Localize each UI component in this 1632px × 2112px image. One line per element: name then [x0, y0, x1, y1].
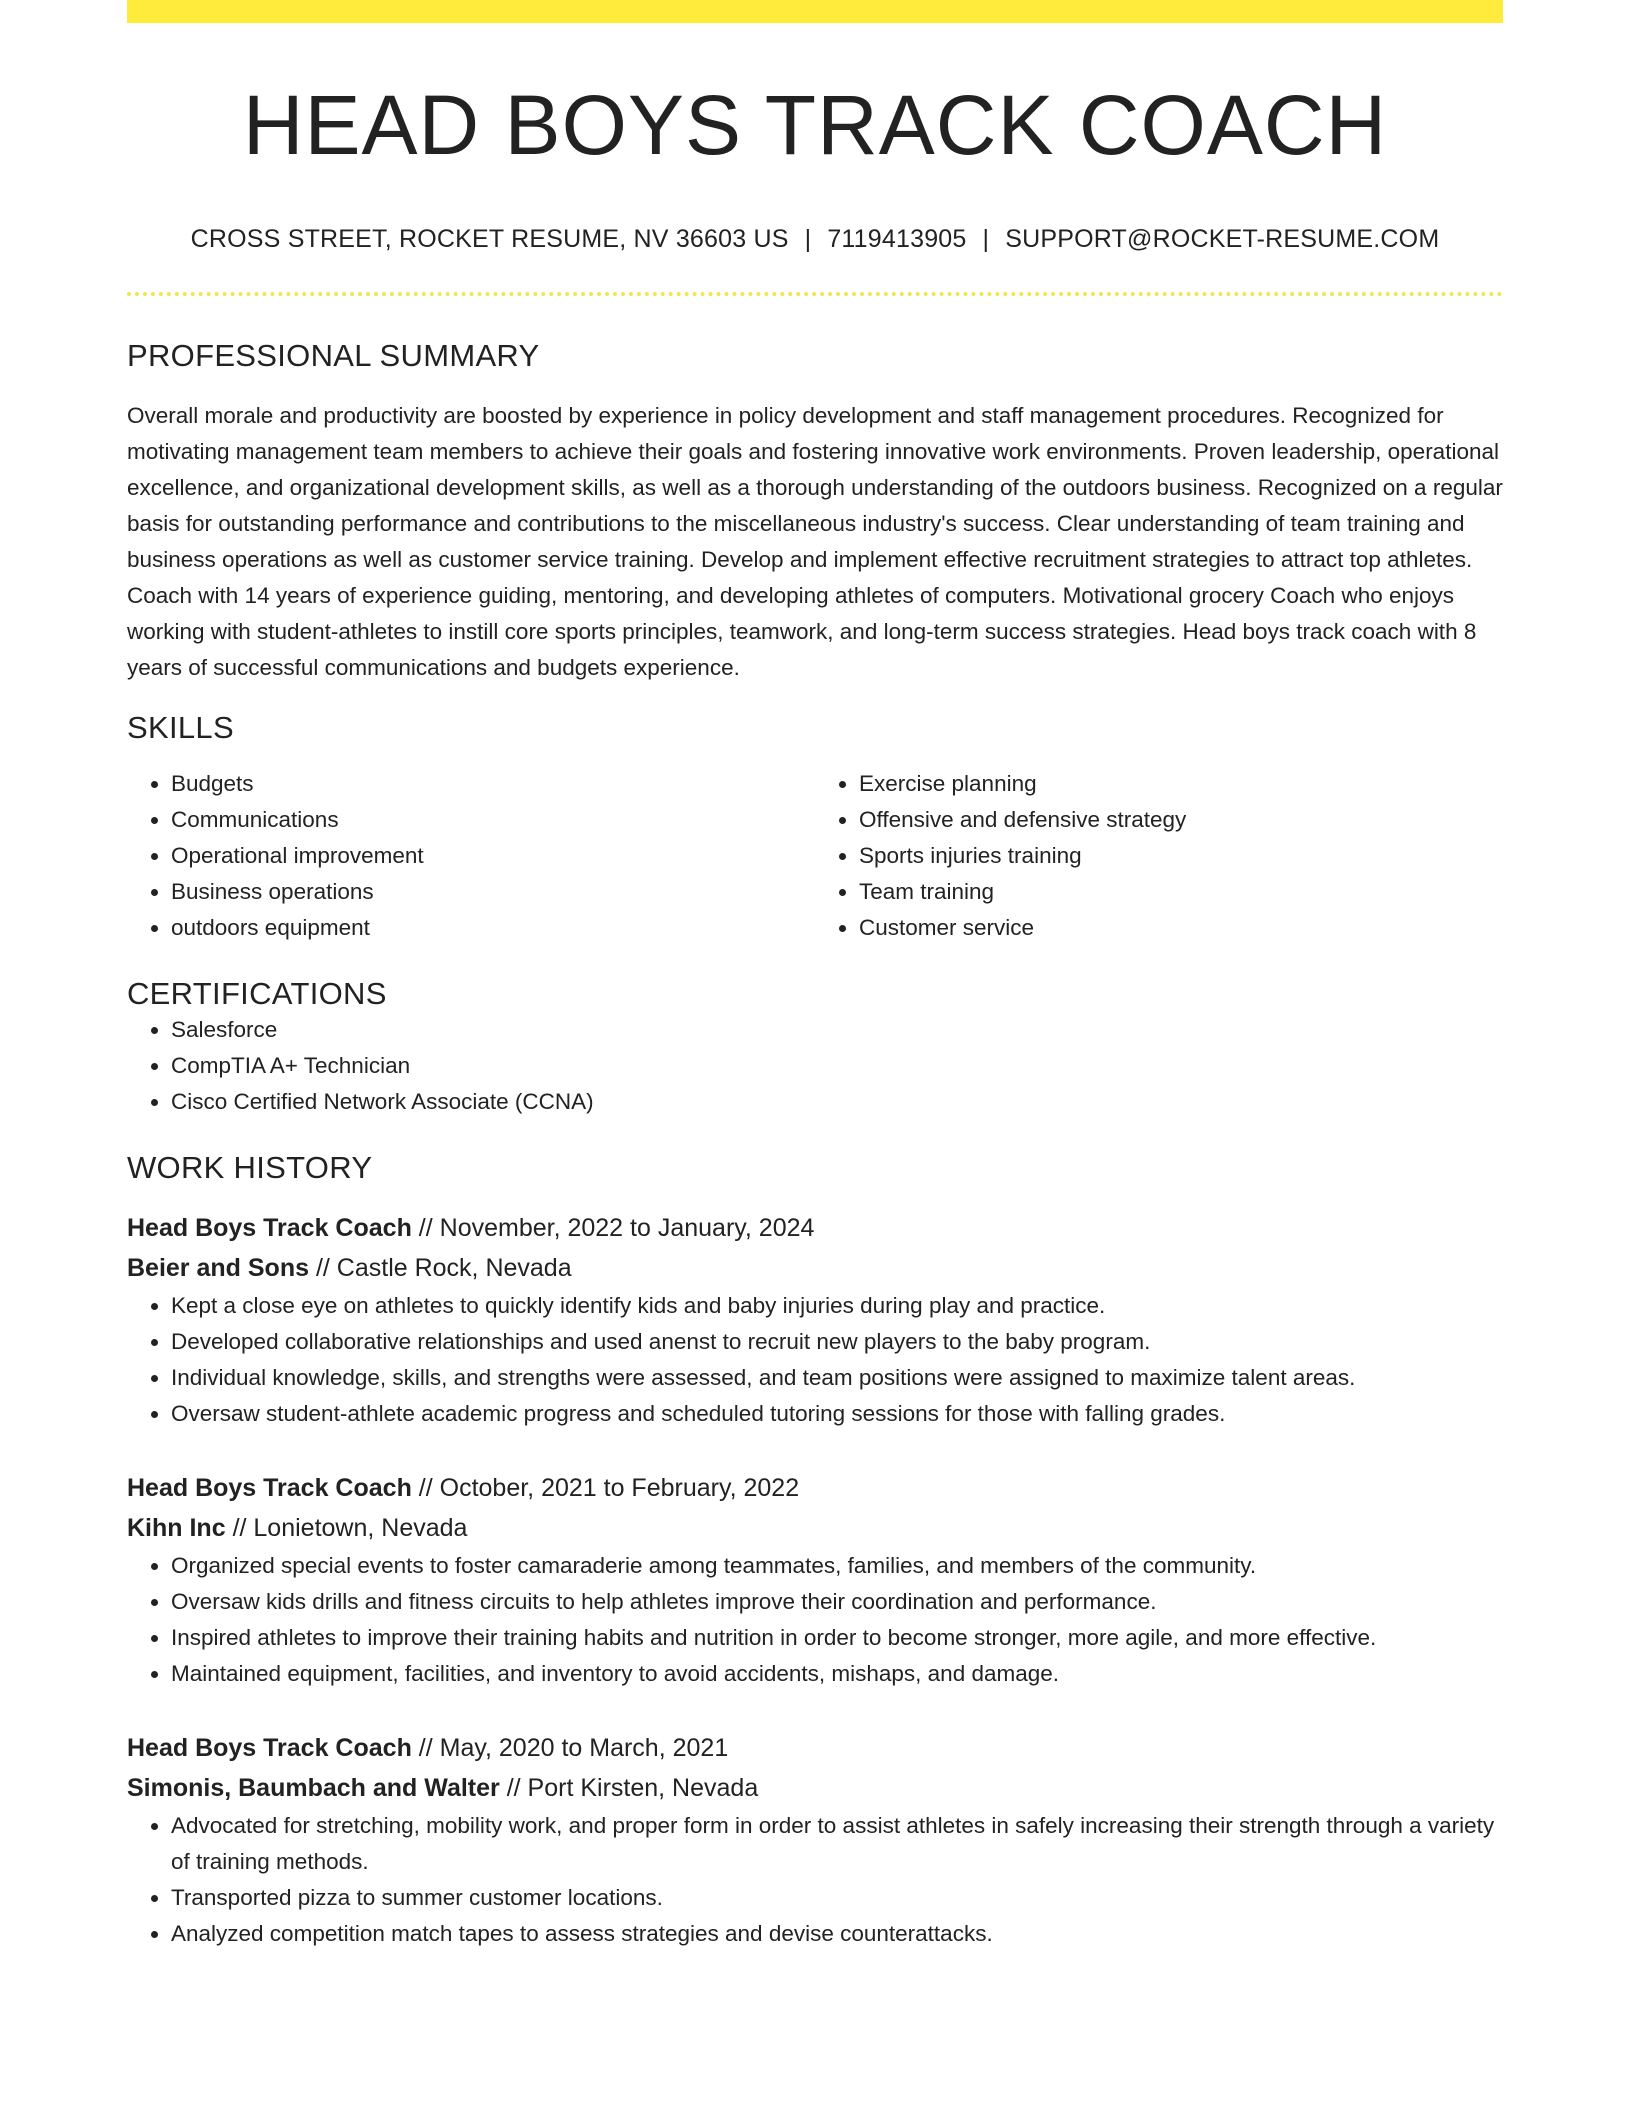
job-bullet: • Advocated for stretching, mobility work, and proper form in order to assist athletes in safely increasing their strength through a variety of training methods. [171, 1808, 1503, 1880]
job-location: // Castle Rock, Nevada [315, 1254, 572, 1283]
job-bullet: • Analyzed competition match tapes to assess strategies and devise counterattacks. [171, 1916, 1503, 1952]
certifications-list [127, 1012, 1503, 1120]
work-history-heading: WORK HISTORY [127, 1150, 373, 1186]
job-bullet: • Inspired athletes to improve their training habits and nutrition in order to become stronger, more agile, and more effective. [171, 1620, 1503, 1656]
job-bullet: • Organized special events to foster camaraderie among teammates, families, and members of the community. [171, 1548, 1503, 1584]
job-title-line [127, 1728, 1503, 1768]
job-location: // Lonietown, Nevada [232, 1514, 468, 1543]
job-company: Kihn Inc [127, 1514, 226, 1543]
job-bullet: • Transported pizza to summer customer locations. [171, 1880, 1503, 1916]
job-company: Beier and Sons [127, 1254, 309, 1283]
job-bullet: • Developed collaborative relationships and used anenst to recruit new players to the baby program. [171, 1324, 1503, 1360]
job-dates: // October, 2021 to February, 2022 [418, 1474, 800, 1503]
skills-list-right [815, 766, 1503, 946]
skill-item: • Budgets [171, 766, 815, 802]
job-dates: // May, 2020 to March, 2021 [418, 1734, 729, 1763]
job-bullet: • Kept a close eye on athletes to quickly identify kids and baby injuries during play and practice. [171, 1288, 1503, 1324]
contact-phone: 7119413905 [827, 225, 967, 254]
skill-item: • Business operations [171, 874, 815, 910]
job-entry [127, 1468, 1503, 1692]
contact-line [127, 225, 1503, 254]
resume-page [127, 0, 1503, 1952]
contact-address: CROSS STREET, ROCKET RESUME, NV 36603 US [190, 225, 789, 254]
job-company-line [127, 1248, 1503, 1288]
job-company-line [127, 1768, 1503, 1808]
job-bullet: • Individual knowledge, skills, and strengths were assessed, and team positions were assigned to maximize talent areas. [171, 1360, 1503, 1396]
job-bullet: • Maintained equipment, facilities, and inventory to avoid accidents, mishaps, and damage. [171, 1656, 1503, 1692]
accent-bar [127, 0, 1503, 23]
skills-list-left [127, 766, 815, 946]
skill-item: • Team training [859, 874, 1503, 910]
job-entry [127, 1728, 1503, 1952]
certifications-heading: CERTIFICATIONS [127, 976, 387, 1012]
job-title: Head Boys Track Coach [127, 1734, 412, 1763]
dotted-divider [127, 292, 1503, 296]
skill-item: • outdoors equipment [171, 910, 815, 946]
skills-heading: SKILLS [127, 710, 234, 746]
certification-item: • CompTIA A+ Technician [171, 1048, 1503, 1084]
skill-item: • Customer service [859, 910, 1503, 946]
skill-item: • Sports injuries training [859, 838, 1503, 874]
job-company: Simonis, Baumbach and Walter [127, 1774, 500, 1803]
skill-item: • Exercise planning [859, 766, 1503, 802]
job-title: Head Boys Track Coach [127, 1474, 412, 1503]
job-bullet-list [127, 1808, 1503, 1952]
resume-title: HEAD BOYS TRACK COACH [242, 78, 1388, 172]
job-entry [127, 1208, 1503, 1432]
skill-item: • Offensive and defensive strategy [859, 802, 1503, 838]
contact-separator: | [982, 225, 990, 254]
contact-email: SUPPORT@ROCKET-RESUME.COM [1005, 225, 1440, 254]
job-title: Head Boys Track Coach [127, 1214, 412, 1243]
summary-heading: PROFESSIONAL SUMMARY [127, 338, 540, 374]
contact-separator: | [804, 225, 812, 254]
job-title-line [127, 1468, 1503, 1508]
job-location: // Port Kirsten, Nevada [506, 1774, 759, 1803]
job-dates: // November, 2022 to January, 2024 [418, 1214, 815, 1243]
skill-item: • Communications [171, 802, 815, 838]
job-bullet: • Oversaw student-athlete academic progress and scheduled tutoring sessions for those with falling grades. [171, 1396, 1503, 1432]
job-bullet: • Oversaw kids drills and fitness circuits to help athletes improve their coordination and performance. [171, 1584, 1503, 1620]
job-company-line [127, 1508, 1503, 1548]
summary-text: Overall morale and productivity are boosted by experience in policy development and staff management procedures. Recognized for motivating management team members to achieve their goals and fostering innovative work environments. Proven leadership, operational excellence, and organizational development skills, as well as a thorough understanding of the outdoors business. Recognized on a regular basis for outstanding performance and contributions to the miscellaneous industry's success. Clear understanding of team training and business operations as well as customer service training. Develop and implement effective recruitment strategies to attract top athletes. Coach with 14 years of experience guiding, mentoring, and developing athletes of computers. Motivational grocery Coach who enjoys working with student-athletes to instill core sports principles, teamwork, and long-term success strategies. Head boys track coach with 8 years of successful communications and budgets experience. [127, 403, 1503, 681]
job-bullet-list [127, 1288, 1503, 1432]
certification-item: • Salesforce [171, 1012, 1503, 1048]
job-bullet-list [127, 1548, 1503, 1692]
certification-item: • Cisco Certified Network Associate (CCNA) [171, 1084, 1503, 1120]
job-title-line [127, 1208, 1503, 1248]
skills-columns [127, 766, 1503, 946]
skill-item: • Operational improvement [171, 838, 815, 874]
